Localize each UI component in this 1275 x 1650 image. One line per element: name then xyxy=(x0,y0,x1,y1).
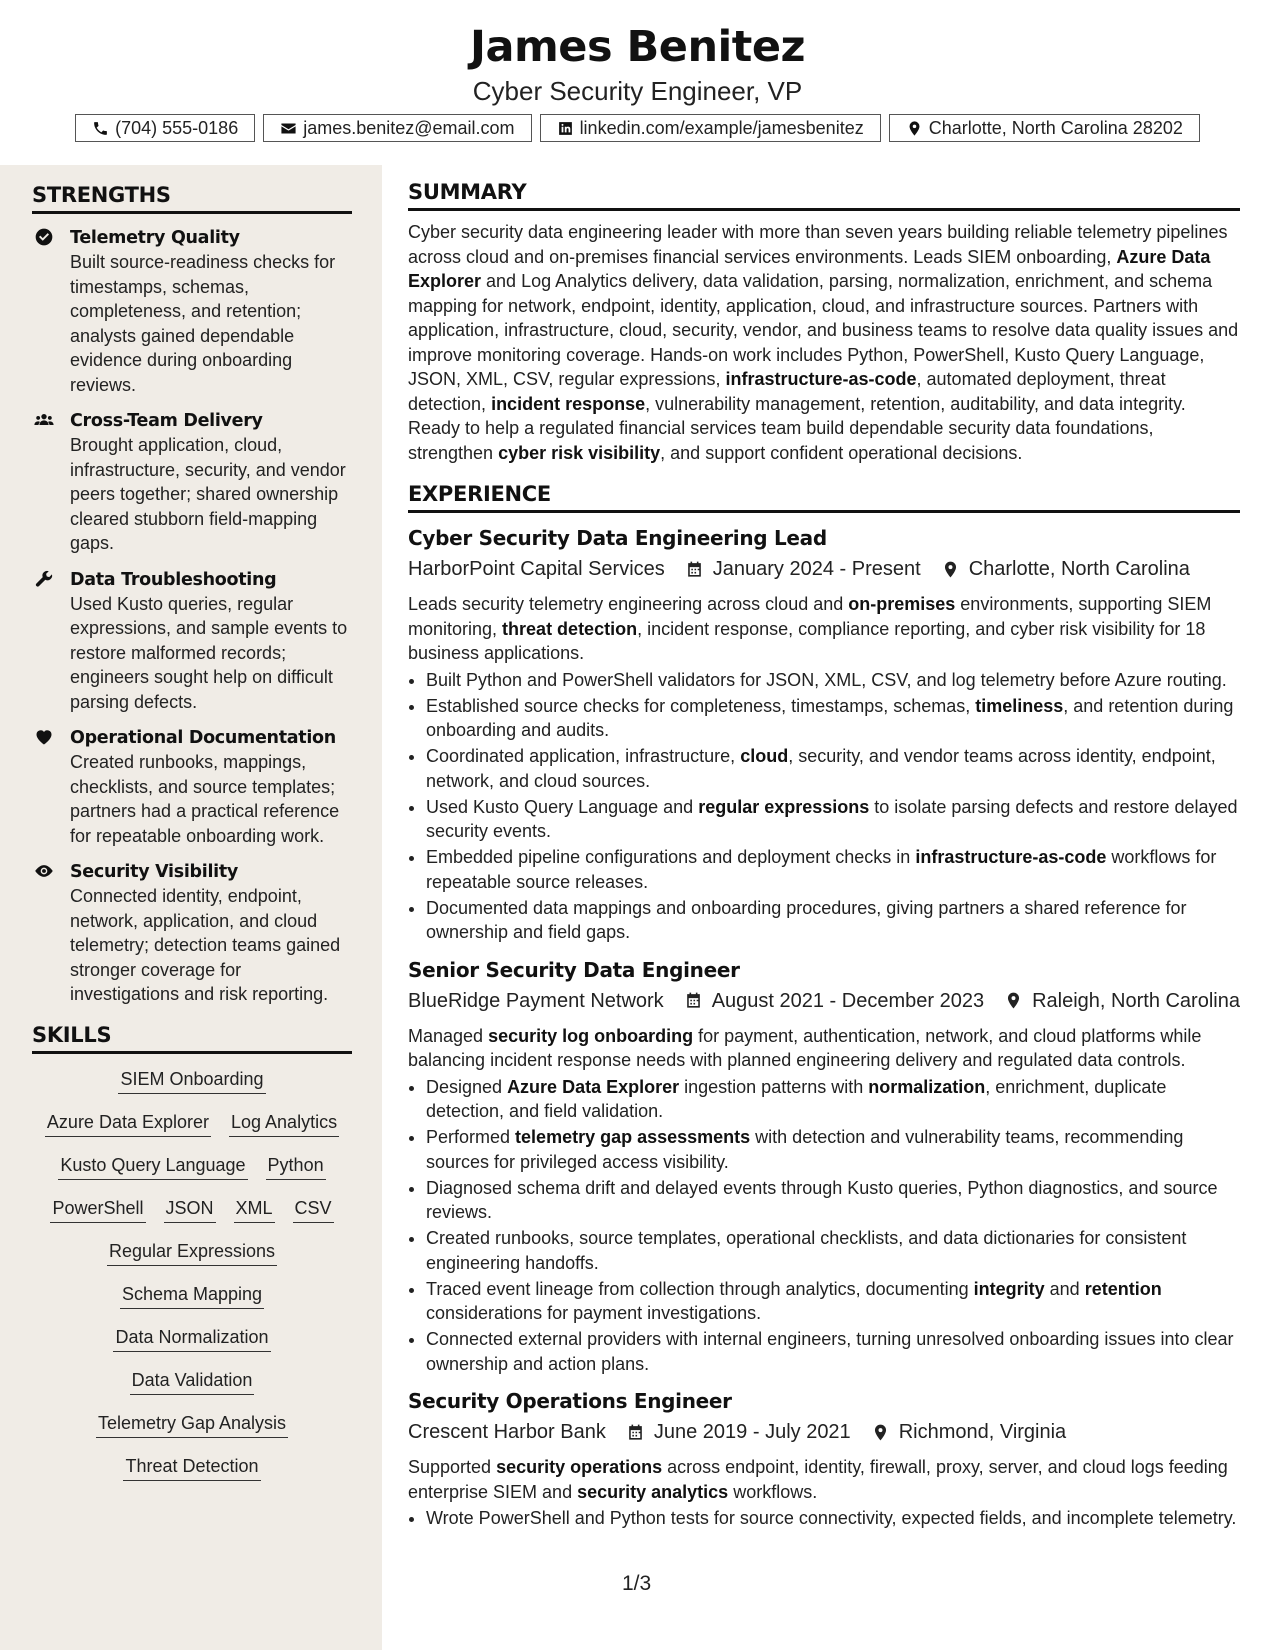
strength-text: Built source-readiness checks for timestamps, schemas, completeness, and retention; analysts gained dependable evidence during onboarding reviews. xyxy=(70,252,336,395)
main-content xyxy=(408,180,1240,1532)
job-meta xyxy=(408,988,1240,1014)
skill-tag: PowerShell xyxy=(50,1197,145,1223)
envelope-icon xyxy=(280,120,297,137)
summary-heading: SUMMARY xyxy=(408,180,1240,211)
map-pin-icon xyxy=(871,1423,890,1442)
job-bullet: • Diagnosed schema drift and delayed events through Kusto queries, Python diagnostics, and source reviews. xyxy=(426,1176,1240,1225)
contact-phone[interactable] xyxy=(75,114,255,142)
map-pin-icon xyxy=(941,560,960,579)
job-bullets xyxy=(408,1506,1240,1531)
job-company: BlueRidge Payment Network xyxy=(408,989,664,1012)
job-bullet: • Documented data mappings and onboarding procedures, giving partners a shared reference for ownership and field gaps. xyxy=(426,896,1240,945)
users-icon xyxy=(34,410,54,430)
job-title: Senior Security Data Engineer xyxy=(408,957,740,982)
skill-tag: JSON xyxy=(164,1197,216,1223)
skill-row xyxy=(32,1283,352,1309)
job-bullet: • Built Python and PowerShell validators for JSON, XML, CSV, and log telemetry before Azure routing. xyxy=(426,668,1240,693)
sidebar xyxy=(0,165,382,1650)
strength-text: Brought application, cloud, infrastructure, security, and vendor peers together; shared ownership cleared stubborn field-mapping gaps. xyxy=(70,435,346,553)
resume-header xyxy=(0,0,1275,165)
map-pin-icon xyxy=(1004,991,1023,1010)
skill-tag: Data Normalization xyxy=(113,1326,270,1352)
contact-location[interactable] xyxy=(889,114,1200,142)
email-text: james.benitez@email.com xyxy=(303,117,515,138)
job-bullet: • Designed Azure Data Explorer ingestion patterns with normalization, enrichment, duplicate detection, and field validation. xyxy=(426,1075,1240,1124)
strength-text: Connected identity, endpoint, network, application, and cloud telemetry; detection teams gained stronger coverage for investigations and risk reporting. xyxy=(70,886,341,1004)
heart-icon xyxy=(34,727,54,747)
map-pin-icon xyxy=(906,120,923,137)
job-bullet: • Created runbooks, source templates, operational checklists, and data dictionaries for consistent engineering handoffs. xyxy=(426,1226,1240,1275)
job-meta xyxy=(408,556,1240,582)
job-bullet: • Wrote PowerShell and Python tests for source connectivity, expected fields, and incomplete telemetry. xyxy=(426,1506,1240,1531)
candidate-name: James Benitez xyxy=(469,22,806,72)
strength-item xyxy=(32,726,352,848)
job-location: Charlotte, North Carolina xyxy=(968,558,1190,580)
job-bullet: • Embedded pipeline configurations and deployment checks in infrastructure-as-code workflows for repeatable source releases. xyxy=(426,845,1240,894)
skills-section xyxy=(32,1023,352,1481)
skill-row xyxy=(32,1412,352,1438)
wrench-icon xyxy=(34,569,54,589)
job-bullets xyxy=(408,1075,1240,1377)
skills-list xyxy=(32,1068,352,1481)
check-circle-icon xyxy=(34,227,54,247)
job-dates: January 2024 - Present xyxy=(712,558,921,580)
job-bullets xyxy=(408,668,1240,945)
skill-tag: Azure Data Explorer xyxy=(45,1111,211,1137)
skill-row xyxy=(32,1326,352,1352)
strength-item xyxy=(32,860,352,1007)
job-bullet: • Connected external providers with internal engineers, turning unresolved onboarding issues into clear ownership and action plans. xyxy=(426,1327,1240,1376)
contact-bar xyxy=(0,114,1275,142)
job-bullet: • Used Kusto Query Language and regular expressions to isolate parsing defects and restore delayed security events. xyxy=(426,795,1240,844)
strength-title: Cross-Team Delivery xyxy=(70,411,263,431)
job-bullet: • Performed telemetry gap assessments with detection and vulnerability teams, recommending sources for privileged access visibility. xyxy=(426,1125,1240,1174)
strength-item xyxy=(32,226,352,397)
calendar-icon xyxy=(626,1423,645,1442)
skill-tag: SIEM Onboarding xyxy=(118,1068,265,1094)
skill-tag: Log Analytics xyxy=(229,1111,339,1137)
strength-item xyxy=(32,568,352,715)
skill-row xyxy=(32,1197,352,1223)
job-company: HarborPoint Capital Services xyxy=(408,558,665,580)
job-company: Crescent Harbor Bank xyxy=(408,1421,606,1443)
strength-text: Created runbooks, mappings, checklists, and source templates; partners had a practical reference for repeatable onboarding work. xyxy=(70,752,340,846)
strength-title: Telemetry Quality xyxy=(70,228,240,248)
page-number: 1/3 xyxy=(622,1572,652,1595)
strengths-heading: STRENGTHS xyxy=(32,183,352,214)
summary-text: Cyber security data engineering leader with more than seven years building reliable telemetry pipelines across cloud and on-premises financial services environments. Leads SIEM onboarding, Azure Data Explorer and Log Analytics delivery, data validation, parsing, normalization, enrichment, and schema mapping for network, endpoint, identity, application, cloud, and infrastructure sources. Partners with application, infrastructure, cloud, security, vendor, and business teams to resolve data quality issues and improve monitoring coverage. Hands-on work includes Python, PowerShell, Kusto Query Language, JSON, XML, CSV, regular expressions, infrastructure-as-code, automated deployment, threat detection, incident response, vulnerability management, retention, auditability, and data integrity. Ready to help a regulated financial services team build dependable security data foundations, strengthen cyber risk visibility, and support confident operational decisions. xyxy=(408,222,1239,463)
job-title: Security Operations Engineer xyxy=(408,1389,732,1413)
skill-tag: Threat Detection xyxy=(123,1455,260,1481)
job-location: Raleigh, North Carolina xyxy=(1032,989,1240,1012)
skill-tag: Kusto Query Language xyxy=(58,1154,247,1180)
job-title: Cyber Security Data Engineering Lead xyxy=(408,526,827,550)
skill-tag: Schema Mapping xyxy=(120,1283,264,1309)
job-dates: August 2021 - December 2023 xyxy=(711,989,985,1012)
experience-list xyxy=(408,524,1240,1531)
linkedin-text: linkedin.com/example/jamesbenitez xyxy=(579,117,864,138)
linkedin-icon xyxy=(557,120,574,137)
job-entry xyxy=(408,956,1240,1377)
skill-row xyxy=(32,1369,352,1395)
phone-icon xyxy=(92,120,109,137)
job-bullet: • Established source checks for completeness, timestamps, schemas, timeliness, and retention during onboarding and audits. xyxy=(426,694,1240,743)
job-entry xyxy=(408,1387,1240,1531)
skill-row xyxy=(32,1154,352,1180)
strength-text: Used Kusto queries, regular expressions, and sample events to restore malformed records; engineers sought help on difficult parsing defects. xyxy=(70,593,348,712)
job-bullet: • Traced event lineage from collection through analytics, documenting integrity and retention considerations for payment investigations. xyxy=(426,1277,1240,1326)
skill-row xyxy=(32,1455,352,1481)
contact-email[interactable] xyxy=(263,114,531,142)
strength-title: Operational Documentation xyxy=(70,728,336,748)
skills-heading: SKILLS xyxy=(32,1023,352,1054)
skill-tag: Regular Expressions xyxy=(107,1240,277,1266)
job-entry xyxy=(408,524,1240,945)
job-location: Richmond, Virginia xyxy=(898,1421,1067,1443)
job-dates: June 2019 - July 2021 xyxy=(653,1421,851,1443)
strength-title: Data Troubleshooting xyxy=(70,569,277,590)
job-meta xyxy=(408,1419,1240,1445)
skill-tag: XML xyxy=(234,1197,275,1223)
strength-title: Security Visibility xyxy=(70,862,239,882)
job-bullet: • Coordinated application, infrastructure, cloud, security, and vendor teams across identity, endpoint, network, and cloud sources. xyxy=(426,744,1240,793)
strength-item xyxy=(32,409,352,556)
calendar-icon xyxy=(685,560,704,579)
experience-heading: EXPERIENCE xyxy=(408,482,1240,513)
skill-tag: Telemetry Gap Analysis xyxy=(96,1412,288,1438)
phone-text: (704) 555-0186 xyxy=(115,117,239,138)
skill-tag: CSV xyxy=(293,1197,334,1223)
skill-row xyxy=(32,1068,352,1094)
job-description: Supported security operations across endpoint, identity, firewall, proxy, server, and cloud logs feeding enterprise SIEM and security analytics workflows. xyxy=(408,1457,1228,1502)
job-description: Leads security telemetry engineering across cloud and on-premises environments, supporting SIEM monitoring, threat detection, incident response, compliance reporting, and cyber risk visibility for 18 business applications. xyxy=(408,594,1212,663)
skill-row xyxy=(32,1240,352,1266)
location-text: Charlotte, North Carolina 28202 xyxy=(928,117,1183,138)
skill-row xyxy=(32,1111,352,1137)
skill-tag: Python xyxy=(266,1154,326,1180)
skill-tag: Data Validation xyxy=(130,1369,255,1395)
eye-icon xyxy=(34,861,54,881)
calendar-icon xyxy=(684,991,703,1010)
candidate-title: Cyber Security Engineer, VP xyxy=(472,76,803,106)
contact-linkedin[interactable] xyxy=(540,114,881,142)
job-description: Managed security log onboarding for payment, authentication, network, and cloud platforms while balancing incident response needs with planned engineering delivery and regulated data controls. xyxy=(408,1025,1202,1070)
